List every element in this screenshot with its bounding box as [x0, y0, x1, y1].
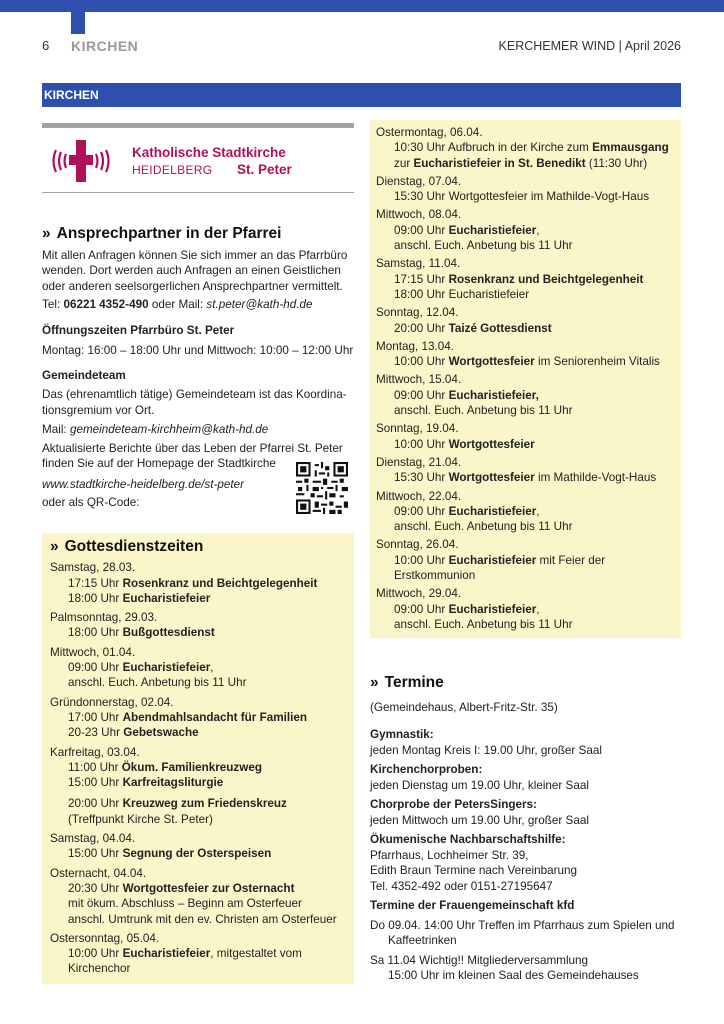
service-text: 18:00 Uhr: [68, 591, 123, 605]
service-day: Samstag, 28.03.: [50, 561, 136, 575]
service-line: [50, 846, 346, 861]
service-text: 17:00 Uhr: [68, 710, 123, 724]
service-event: Karfreitagsliturgie: [122, 776, 224, 790]
services-heading: » Gottesdienstzeiten: [50, 538, 204, 555]
termine-groups: [370, 727, 690, 914]
chevron-right-icon: »: [370, 674, 379, 691]
service-text: 10:00 Uhr: [68, 947, 123, 961]
service-text: anschl. Euch. Anbetung bis 11 Uhr: [394, 520, 573, 534]
service-text: 20:30 Uhr: [68, 881, 123, 895]
termine-group: [370, 898, 690, 914]
service-line: [50, 625, 346, 640]
contact-intro: Mit allen Anfragen können Sie sich immer an das Pfarrbüro wenden. Dort werden auch Anfragen an einen Geistlichen oder anderen seelsorgerlichen Ansprechpartner vermittelt.: [42, 248, 348, 293]
service-day: Mittwoch, 29.04.: [376, 587, 462, 601]
kfd-line: 15:00 Uhr im kleinen Saal des Gemeindehauses: [388, 969, 639, 982]
service-day: Samstag, 04.04.: [50, 832, 136, 846]
service-entry: [50, 695, 346, 741]
logo-title: Katholische Stadtkirche: [132, 145, 286, 160]
service-text: 17:15 Uhr: [68, 576, 123, 590]
qr-text: oder als QR-Code:: [42, 496, 140, 509]
service-day: Mittwoch, 15.04.: [376, 373, 462, 387]
service-line: [376, 223, 675, 238]
service-day: Gründonnerstag, 02.04.: [50, 695, 174, 709]
service-day: Osternacht, 04.04.: [50, 866, 147, 880]
service-event: Eucharistiefeier: [448, 602, 537, 616]
service-line: [376, 504, 675, 519]
hours-heading: Öffnungszeiten Pfarrbüro St. Peter: [42, 323, 235, 337]
service-event: Wortgottesfeier zur Osternacht: [122, 881, 295, 895]
service-event: Taizé Gottesdienst: [448, 321, 552, 335]
service-entry: [376, 586, 675, 632]
service-text: anschl. Euch. Anbetung bis 11 Uhr: [68, 676, 247, 690]
service-text: 18:00 Uhr Eucharistiefeier: [394, 287, 530, 301]
service-entry: [376, 421, 675, 452]
service-event: Eucharistiefeier: [448, 504, 537, 518]
service-line: [50, 710, 346, 725]
page-number: 6: [42, 38, 50, 53]
service-event: Eucharistiefeier: [122, 591, 211, 605]
service-text: 10:00 Uhr: [394, 355, 449, 369]
service-line: [376, 156, 675, 171]
service-event: Kreuzweg zum Friedenskreuz: [122, 797, 287, 811]
service-line: [376, 189, 675, 204]
termine-group-title: Chorprobe der PetersSingers:: [370, 798, 537, 811]
termine-group-title: Gymnastik:: [370, 728, 434, 741]
termine-group-line: Edith Braun Termine nach Vereinbarung: [370, 864, 578, 877]
service-text: 15:30 Uhr Wortgottesfeier im Mathilde-Vogt-Haus: [394, 190, 650, 204]
service-text: anschl. Euch. Anbetung bis 11 Uhr: [394, 404, 573, 418]
service-line: [50, 881, 346, 896]
service-line: [50, 796, 346, 811]
service-event: Eucharistiefeier: [448, 223, 537, 237]
service-day: Dienstag, 07.04.: [376, 174, 462, 188]
kfd-line: Sa 11.04 Wichtig!! Mitgliederversammlung: [370, 953, 589, 967]
termine-heading: » Termine: [370, 674, 444, 691]
kfd-line: Do 09.04. 14:00 Uhr Treffen im Pfarrhaus zum Spielen und: [370, 918, 675, 932]
kfd-entry: [370, 918, 690, 949]
service-event: Segnung der Osterspeisen: [122, 847, 272, 861]
service-entry: [376, 125, 675, 171]
service-event: Eucharistiefeier,: [448, 388, 539, 402]
service-line: [50, 725, 346, 740]
service-text: (Treffpunkt Kirche St. Peter): [68, 812, 213, 826]
termine-group-line: Tel. 4352-492 oder 0151-27195647: [370, 879, 553, 893]
service-event: Eucharistiefeier in St. Benedikt: [413, 156, 586, 170]
termine-group: [370, 832, 690, 894]
service-event: Emmausgang: [592, 141, 669, 155]
service-text: im Mathilde-Vogt-Haus: [534, 471, 657, 485]
services-box: [42, 533, 354, 984]
service-event: Eucharistiefeier: [448, 553, 537, 567]
service-line: [376, 568, 675, 583]
service-line: [50, 660, 346, 675]
logo-church: St. Peter: [237, 162, 292, 177]
service-day: Ostersonntag, 05.04.: [50, 931, 160, 945]
service-day: Karfreitag, 03.04.: [50, 745, 140, 759]
service-text: ,: [536, 223, 540, 237]
service-day: Ostermontag, 06.04.: [376, 126, 483, 139]
section-title: KIRCHEN: [71, 38, 139, 54]
masthead: KERCHEMER WIND | April 2026: [498, 39, 681, 53]
service-entry: [376, 174, 675, 205]
chevron-right-icon: »: [42, 225, 51, 242]
service-line: [50, 591, 346, 606]
service-text: , mitgestaltet vom: [210, 947, 302, 961]
service-event: Eucharistiefeier: [122, 661, 211, 675]
service-text: 09:00 Uhr: [394, 602, 449, 616]
left-column: [42, 123, 354, 511]
service-entry: [376, 256, 675, 302]
service-text: 17:15 Uhr: [394, 272, 449, 286]
service-event: Gebetswache: [123, 726, 199, 740]
service-line: [376, 321, 675, 336]
website-link[interactable]: www.stadtkirche-heidelberg.de/st-peter: [42, 477, 245, 491]
service-text: 15:00 Uhr: [68, 776, 123, 790]
service-text: anschl. Euch. Anbetung bis 11 Uhr: [394, 239, 573, 253]
service-text: 20:00 Uhr: [394, 321, 449, 335]
services-list-continued: [376, 125, 675, 632]
termine-group-line: jeden Mittwoch um 19.00 Uhr, großer Saal: [370, 813, 589, 827]
service-event: Eucharistiefeier: [122, 947, 211, 961]
office-hours: Montag: 16:00 – 18:00 Uhr und Mittwoch: 10:00 – 12:00 Uhr: [42, 344, 354, 357]
service-text: 10:00 Uhr: [394, 553, 449, 567]
service-line: [376, 272, 675, 287]
service-day: Sonntag, 26.04.: [376, 538, 459, 552]
service-line: [376, 470, 675, 485]
section-bar: [42, 83, 681, 107]
service-text: (11:30 Uhr): [585, 156, 648, 170]
service-line: [50, 896, 346, 911]
service-day: Sonntag, 19.04.: [376, 422, 459, 436]
service-text: Erstkommunion: [394, 569, 476, 583]
service-entry: [376, 537, 675, 583]
service-event: Ökum. Familienkreuzweg: [121, 760, 263, 774]
contact-line: Tel: 06221 4352-490 oder Mail: st.peter@kath-hd.de: [42, 298, 313, 311]
church-logo: [42, 123, 354, 193]
service-text: 10:30 Uhr Aufbruch in der Kirche zum: [394, 141, 593, 155]
service-day: Montag, 13.04.: [376, 339, 454, 353]
cross-logo-icon: [50, 136, 112, 186]
top-color-bar: [0, 0, 724, 12]
service-line: [50, 775, 346, 790]
service-text: 11:00 Uhr: [68, 760, 122, 774]
service-text: 15:00 Uhr: [68, 847, 123, 861]
service-line: [50, 961, 346, 976]
service-entry: [376, 372, 675, 418]
service-line: [376, 553, 675, 568]
team-email-link[interactable]: gemeindeteam-kirchheim@kath-hd.de: [69, 423, 269, 436]
service-event: Abendmahlsandacht für Familien: [122, 710, 308, 724]
service-day: Mittwoch, 01.04.: [50, 645, 136, 659]
service-entry: [50, 560, 346, 606]
service-text: ,: [210, 661, 214, 675]
service-line: [376, 403, 675, 418]
termine-group: [370, 762, 690, 793]
chevron-right-icon: »: [50, 538, 59, 555]
service-line: [376, 238, 675, 253]
service-text: 20:00 Uhr: [68, 797, 123, 811]
termine-group-line: jeden Dienstag um 19.00 Uhr, kleiner Saal: [370, 778, 589, 792]
section-bar-label: KIRCHEN: [44, 88, 99, 102]
service-text: anschl. Euch. Anbetung bis 11 Uhr: [394, 617, 573, 631]
service-day: Mittwoch, 08.04.: [376, 208, 462, 222]
service-entry: [376, 305, 675, 336]
service-entry: [376, 339, 675, 370]
services-list: [50, 560, 346, 976]
service-text: 09:00 Uhr: [394, 504, 449, 518]
termine-group-line: jeden Montag Kreis I: 19.00 Uhr, großer Saal: [370, 743, 602, 757]
service-text: zur: [394, 156, 414, 170]
service-entry: [376, 455, 675, 486]
phone-number: 06221 4352-490: [63, 298, 149, 311]
service-line: [376, 602, 675, 617]
service-line: [50, 812, 346, 827]
service-day: Palmsonntag, 29.03.: [50, 611, 158, 625]
reports-text: Aktualisierte Berichte über das Leben der Pfarrei St. Peter finden Sie auf der Homepage der Stadtkirche: [42, 441, 343, 470]
kfd-entry: [370, 953, 690, 984]
service-day: Mittwoch, 22.04.: [376, 489, 462, 503]
service-entry: [50, 745, 346, 827]
service-line: [376, 519, 675, 534]
service-line: [376, 140, 675, 155]
service-entry: [50, 645, 346, 691]
service-text: 09:00 Uhr: [394, 223, 449, 237]
service-entry: [376, 207, 675, 253]
termine-group-title: Ökumenische Nachbarschaftshilfe:: [370, 833, 566, 846]
service-line: [50, 946, 346, 961]
service-line: [50, 576, 346, 591]
termine-section: [370, 675, 690, 984]
service-day: Samstag, 11.04.: [376, 257, 461, 271]
service-line: [376, 354, 675, 369]
service-event: Bußgottesdienst: [122, 626, 215, 640]
service-text: Kirchenchor: [68, 962, 131, 976]
service-line: [376, 287, 675, 302]
kfd-line: Kaffeetrinken: [388, 934, 457, 947]
service-text: 10:00 Uhr: [394, 437, 449, 451]
termine-group: [370, 797, 690, 828]
team-mail-line: Mail: gemeindeteam-kirchheim@kath-hd.de: [42, 423, 269, 436]
service-entry: [50, 866, 346, 927]
service-text: 09:00 Uhr: [68, 661, 123, 675]
service-entry: [50, 610, 346, 641]
service-event: Rosenkranz und Beichtgelegenheit: [122, 576, 318, 590]
service-text: ,: [536, 602, 540, 616]
termine-group-title: Termine der Frauengemeinschaft kfd: [370, 899, 575, 912]
service-line: [50, 760, 346, 775]
termine-group-line: Pfarrhaus, Lochheimer Str. 39,: [370, 848, 529, 862]
team-heading: Gemeindeteam: [42, 368, 126, 382]
service-line: [50, 912, 346, 927]
termine-group-title: Kirchenchorproben:: [370, 763, 483, 776]
service-text: im Seniorenheim Vitalis: [534, 355, 660, 369]
service-line: [50, 675, 346, 690]
services-box-continued: [370, 120, 681, 638]
service-event: Wortgottesfeier: [448, 471, 535, 485]
service-text: mit ökum. Abschluss – Beginn am Osterfeuer: [68, 897, 302, 911]
service-entry: [50, 831, 346, 862]
top-tab-marker: [71, 12, 85, 34]
service-text: 20-23 Uhr: [68, 726, 124, 740]
service-text: anschl. Umtrunk mit den ev. Christen am Osterfeuer: [68, 912, 337, 926]
kfd-list: [370, 918, 690, 984]
service-event: Rosenkranz und Beichtgelegenheit: [448, 272, 644, 286]
service-line: [376, 437, 675, 452]
service-day: Sonntag, 12.04.: [376, 306, 459, 320]
service-line: [376, 388, 675, 403]
qr-code-icon[interactable]: [296, 462, 348, 514]
service-event: Wortgottesfeier: [448, 355, 535, 369]
service-text: ,: [536, 504, 540, 518]
logo-city: HEIDELBERG: [132, 163, 213, 177]
service-text: 15:30 Uhr: [394, 471, 449, 485]
email-link[interactable]: st.peter@kath-hd.de: [206, 298, 313, 311]
service-text: mit Feier der: [536, 553, 606, 567]
service-line: [376, 617, 675, 632]
service-day: Dienstag, 21.04.: [376, 455, 462, 469]
service-entry: [376, 489, 675, 535]
termine-location: (Gemeindehaus, Albert-Fritz-Str. 35): [370, 700, 558, 714]
team-text: Das (ehrenamtlich tätige) Gemeindeteam ist das Koordina-tionsgremium vor Ort.: [42, 388, 347, 417]
service-event: Wortgottesfeier: [448, 437, 535, 451]
termine-group: [370, 727, 690, 758]
contact-heading: » Ansprechpartner in der Pfarrei: [42, 225, 282, 242]
service-entry: [50, 931, 346, 977]
service-text: 09:00 Uhr: [394, 388, 449, 402]
service-text: 18:00 Uhr: [68, 626, 123, 640]
